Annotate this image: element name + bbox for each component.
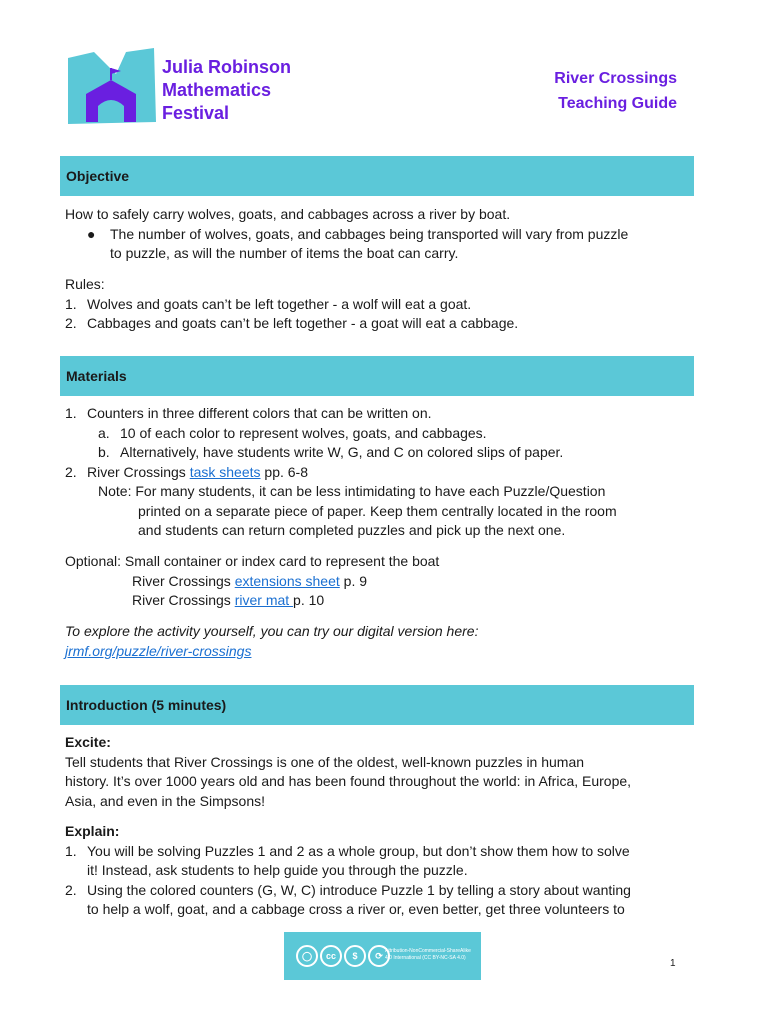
- license-text: [385, 948, 475, 962]
- logo-line: Julia Robinson: [162, 57, 292, 77]
- explain-item-cont: it! Instead, ask students to help guide you through the puzzle.: [87, 862, 468, 878]
- logo-line: Festival: [162, 103, 230, 123]
- task-sheets-link[interactable]: task sheets: [189, 463, 261, 480]
- excite-label: Excite:: [65, 734, 111, 750]
- rule-item: 1. Wolves and goats can’t be left together - a wolf will eat a goat.: [65, 295, 472, 312]
- optional-materials: [65, 552, 705, 611]
- section-heading-materials: Materials: [60, 356, 694, 396]
- explain-item: 2. Using the colored counters (G, W, C) introduce Puzzle 1 by telling a story about wanting: [65, 881, 631, 898]
- logo-wordmark: [162, 56, 291, 125]
- rules-list: [65, 275, 705, 334]
- explore-note: [65, 622, 705, 661]
- river-mat-link[interactable]: river mat: [234, 592, 294, 608]
- optional-line: Optional: Small container or index card to represent the boat: [65, 553, 440, 569]
- materials-item: 2. River Crossings task sheets pp. 6-8: [65, 463, 309, 480]
- materials-item: 1. Counters in three different colors that can be written on.: [65, 405, 432, 421]
- title-line: Teaching Guide: [558, 95, 677, 112]
- objective-intro: How to safely carry wolves, goats, and cabbages across a river by boat.: [65, 206, 511, 222]
- digital-version-link[interactable]: jrmf.org/puzzle/river-crossings: [65, 642, 252, 659]
- excite-line: Asia, and even in the Simpsons!: [65, 792, 266, 809]
- rules-label: Rules:: [65, 276, 105, 292]
- excite-block: [65, 733, 705, 811]
- license-line: Attribution-NonCommercial-ShareAlike: [385, 948, 471, 954]
- explain-item: 1. You will be solving Puzzles 1 and 2 as a whole group, but don’t show them how to solve: [65, 842, 630, 859]
- optional-river-mat: River Crossings river mat p. 10: [132, 592, 325, 608]
- materials-subitem: a. 10 of each color to represent wolves, goats, and cabbages.: [98, 424, 487, 441]
- explore-text: To explore the activity yourself, you can try our digital version here:: [65, 623, 479, 639]
- materials-subitem: b. Alternatively, have students write W, G, and C on colored slips of paper.: [98, 444, 564, 460]
- license-line: 4.0 International (CC BY-NC-SA 4.0): [385, 955, 466, 961]
- rule-item: 2. Cabbages and goats can’t be left together - a goat will eat a cabbage.: [65, 315, 519, 331]
- materials-list: [65, 404, 705, 541]
- materials-note-cont: and students can return completed puzzles and pick up the next one.: [138, 522, 566, 538]
- explain-label: Explain:: [65, 823, 120, 839]
- objective-body: [65, 205, 705, 264]
- excite-line: history. It’s over 1000 years old and has been found throughout the world: in Africa, Europe,: [65, 773, 632, 789]
- excite-line: Tell students that River Crossings is one of the oldest, well-known puzzles in human: [65, 753, 585, 770]
- cc-icon-row: [296, 945, 392, 967]
- document-title: [554, 66, 677, 116]
- objective-bullet-cont: to puzzle, as will the number of items the boat can carry.: [110, 245, 459, 261]
- attribution-icon: ◯: [296, 945, 318, 967]
- noncommercial-icon: $: [344, 945, 366, 967]
- sharealike-icon: ⟳: [368, 945, 390, 967]
- section-heading-introduction: Introduction (5 minutes): [60, 685, 694, 725]
- extensions-sheet-link[interactable]: extensions sheet: [234, 572, 340, 589]
- section-heading-objective: Objective: [60, 156, 694, 196]
- materials-note-cont: printed on a separate piece of paper. Keep them centrally located in the room: [138, 502, 617, 519]
- cc-icon: cc: [320, 945, 342, 967]
- cc-license-badge[interactable]: [284, 932, 481, 980]
- page-number: 1: [670, 958, 676, 969]
- optional-extension: River Crossings extensions sheet p. 9: [132, 572, 368, 589]
- logo-line: Mathematics: [162, 80, 272, 100]
- materials-note: Note: For many students, it can be less intimidating to have each Puzzle/Question: [98, 483, 606, 499]
- title-line: River Crossings: [554, 70, 677, 87]
- explain-block: [65, 822, 705, 920]
- objective-bullet: ● The number of wolves, goats, and cabbages being transported will vary from puzzle: [87, 225, 629, 242]
- festival-logo: [64, 44, 158, 126]
- explain-item-cont: to help a wolf, goat, and a cabbage cross a river or, even better, get three volunteers to: [87, 901, 625, 917]
